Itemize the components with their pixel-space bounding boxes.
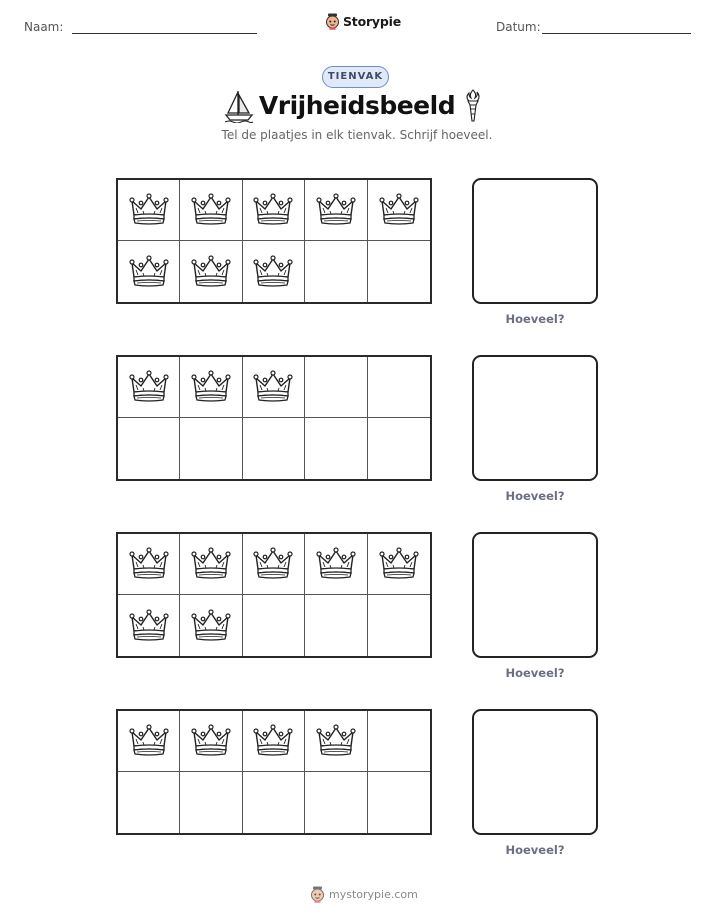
brand-logo: [325, 13, 401, 30]
crown-icon: [191, 193, 231, 227]
ten-frame-cell: [305, 772, 367, 833]
ten-frame-cell: [243, 772, 305, 833]
answer-label: Hoeveel?: [505, 843, 565, 857]
crown-icon: [253, 724, 293, 758]
ten-frame-cell: [180, 418, 242, 479]
brand-name: Storypie: [343, 14, 401, 29]
footer-url: mystorypie.com: [329, 888, 418, 901]
answer-box[interactable]: [472, 709, 598, 835]
ten-frame-cell: [368, 357, 430, 418]
ten-frame-cell: [118, 534, 180, 595]
ten-frame-cell: [180, 595, 242, 656]
crown-icon: [129, 547, 169, 581]
ten-frame-cell: [180, 241, 242, 302]
ten-frame: [116, 178, 432, 304]
ten-frame-cell: [180, 772, 242, 833]
ten-frame-cell: [243, 595, 305, 656]
ten-frame-cell: [118, 241, 180, 302]
name-line[interactable]: [72, 33, 257, 34]
ten-frame-cell: [305, 711, 367, 772]
crown-icon: [191, 547, 231, 581]
ten-frame-cell: [243, 241, 305, 302]
crown-icon: [316, 547, 356, 581]
ten-frame-cell: [243, 180, 305, 241]
category-badge: TIENVAK: [322, 66, 389, 88]
ten-frame-cell: [368, 180, 430, 241]
answer-box[interactable]: [472, 355, 598, 481]
crown-icon: [253, 255, 293, 289]
answer-box[interactable]: [472, 178, 598, 304]
ten-frame-cell: [118, 357, 180, 418]
ten-frame-cell: [243, 711, 305, 772]
name-label: Naam:: [24, 20, 64, 34]
crown-icon: [129, 724, 169, 758]
crown-icon: [191, 724, 231, 758]
ten-frame-cell: [305, 534, 367, 595]
answer-label: Hoeveel?: [505, 312, 565, 326]
crown-icon: [316, 193, 356, 227]
ten-frame-cell: [118, 772, 180, 833]
title-row: [0, 88, 714, 126]
ten-frame-cell: [118, 418, 180, 479]
ten-frame-cell: [305, 595, 367, 656]
crown-icon: [253, 547, 293, 581]
crown-icon: [253, 193, 293, 227]
ten-frame-cell: [368, 534, 430, 595]
worksheet-title: Vrijheidsbeeld: [258, 91, 456, 120]
ten-frame-cell: [180, 534, 242, 595]
ten-frame: [116, 709, 432, 835]
ten-frame-cell: [118, 595, 180, 656]
torch-icon: [463, 89, 483, 123]
crown-icon: [316, 724, 356, 758]
footer: [310, 886, 418, 903]
ten-frame-cell: [243, 534, 305, 595]
instructions: Tel de plaatjes in elk tienvak. Schrijf hoeveel.: [221, 128, 493, 142]
ten-frame: [116, 532, 432, 658]
crown-icon: [191, 255, 231, 289]
ten-frame-cell: [243, 418, 305, 479]
ten-frame-cell: [368, 772, 430, 833]
ten-frame-cell: [368, 595, 430, 656]
ten-frame: [116, 355, 432, 481]
ten-frame-cell: [180, 711, 242, 772]
crown-icon: [129, 255, 169, 289]
crown-icon: [379, 547, 419, 581]
crown-icon: [191, 609, 231, 643]
ten-frame-cell: [118, 711, 180, 772]
crown-icon: [129, 370, 169, 404]
crown-icon: [129, 193, 169, 227]
date-line[interactable]: [542, 33, 691, 34]
ten-frame-cell: [118, 180, 180, 241]
date-label: Datum:: [496, 20, 541, 34]
ten-frame-cell: [305, 418, 367, 479]
ten-frame-cell: [368, 241, 430, 302]
crown-icon: [191, 370, 231, 404]
ten-frame-cell: [368, 711, 430, 772]
crown-icon: [129, 609, 169, 643]
answer-label: Hoeveel?: [505, 666, 565, 680]
answer-box[interactable]: [472, 532, 598, 658]
storypie-mascot-icon: [310, 886, 325, 903]
storypie-mascot-icon: [325, 13, 340, 30]
ten-frame-cell: [368, 418, 430, 479]
crown-icon: [379, 193, 419, 227]
ten-frame-cell: [180, 180, 242, 241]
ten-frame-cell: [305, 241, 367, 302]
ten-frame-cell: [180, 357, 242, 418]
crown-icon: [253, 370, 293, 404]
answer-label: Hoeveel?: [505, 489, 565, 503]
ten-frame-cell: [305, 180, 367, 241]
ten-frame-cell: [305, 357, 367, 418]
ten-frame-cell: [243, 357, 305, 418]
